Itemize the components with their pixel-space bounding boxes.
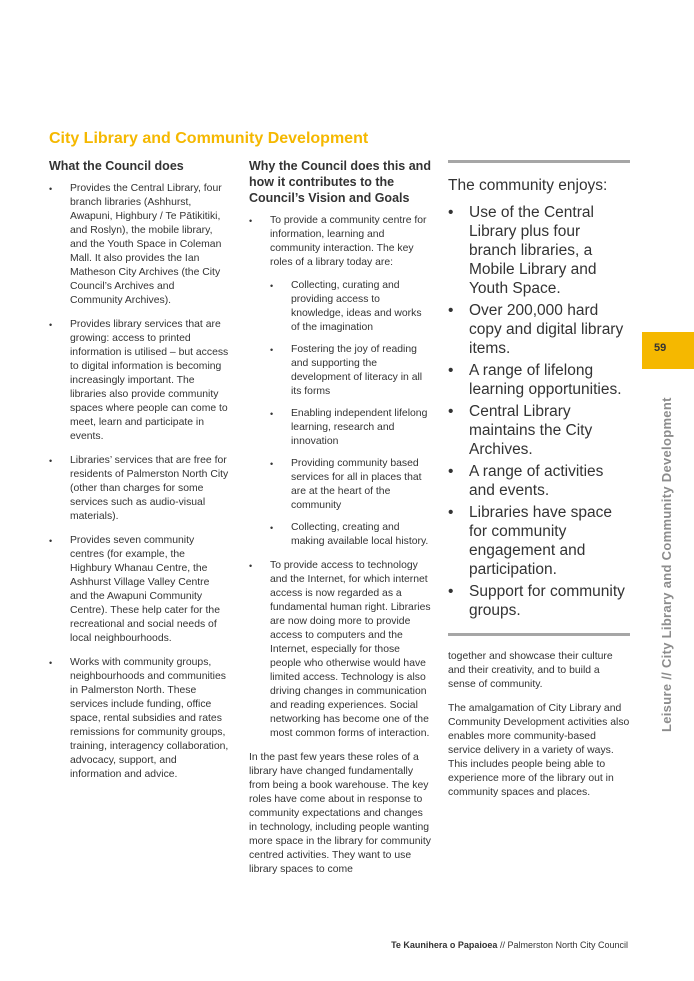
- list-item: • Provides seven community centres (for example, the Highbury Whanau Centre, the Ashhurst Village Valley Centre and the Awapuni Community Centre). These help cater for the recreational and social needs of local neighbourhoods.: [49, 534, 229, 646]
- side-section-label: Leisure // City Library and Community Development: [659, 397, 674, 732]
- list-item: • Provides library services that are growing: access to printed information is utilised – but access to digital information is becoming increasingly important. The libraries also provide community spaces where people can come to meet, learn and participate in events.: [49, 318, 229, 444]
- body-paragraph: together and showcase their culture and their creativity, and to build a sense of community.: [448, 651, 613, 690]
- column-what-council-does: [49, 158, 229, 792]
- list-item: • Libraries’ services that are free for residents of Palmerston North City (other than charges for some services such as audio-visual materials).: [49, 454, 229, 524]
- footer-org-english: Palmerston North City Council: [507, 940, 628, 950]
- callout-item: • A range of activities and events.: [448, 462, 630, 500]
- bullet-list: [49, 182, 229, 782]
- sub-list-item: • Fostering the joy of reading and supporting the development of literacy in all its forms: [270, 343, 431, 399]
- column-heading: What the Council does: [49, 159, 184, 173]
- sub-list-item: • Enabling independent lifelong learning, research and innovation: [270, 407, 431, 449]
- column-heading: Why the Council does this and how it contributes to the Council’s Vision and Goals: [249, 159, 431, 205]
- footer-separator: //: [497, 940, 508, 950]
- callout-item: • A range of lifelong learning opportunities.: [448, 361, 630, 399]
- list-item-text: To provide a community centre for information, learning and community interaction. The key roles of a library today are:: [270, 215, 427, 268]
- callout-box: [448, 160, 630, 636]
- callout-item: • Central Library maintains the City Archives.: [448, 402, 630, 459]
- list-item: [249, 214, 431, 549]
- section-title: City Library and Community Development: [49, 130, 369, 147]
- column-why-council-does-this: [249, 158, 431, 887]
- body-paragraph: In the past few years these roles of a library have changed fundamentally from being a book warehouse. The key roles have come about in response to community expectations and changes in technology, including people wanting more space in the library for community centred activities. They want to use library spaces to come: [249, 752, 431, 875]
- column-community-enjoys: [448, 158, 630, 810]
- callout-item: • Over 200,000 hard copy and digital library items.: [448, 301, 630, 358]
- list-item: • Provides the Central Library, four branch libraries (Ashhurst, Awapuni, Highbury / Te Pātikitiki, and Roslyn), the mobile library, and the Youth Space in Coleman Mall. It also provides the Ian Matheson City Archives (the City Council’s Archives and Community Archives).: [49, 182, 229, 308]
- callout-list: [448, 203, 630, 620]
- footer-org-maori: Te Kaunihera o Papaioea: [391, 940, 498, 950]
- callout-item: • Libraries have space for community engagement and participation.: [448, 503, 630, 579]
- sub-bullet-list: [270, 279, 431, 549]
- callout-title: The community enjoys:: [448, 177, 608, 194]
- list-item: • To provide access to technology and the Internet, for which internet access is now regarded as a fundamental human right. Libraries are now doing more to provide access to computers and the Internet, especially for those people who otherwise would have limited access. Technology is also driving changes in communication and reading experiences. Social networking has become one of the most common forms of interaction.: [249, 559, 431, 741]
- callout-item: • Use of the Central Library plus four branch libraries, a Mobile Library and Youth Space.: [448, 203, 630, 298]
- sub-list-item: • Collecting, creating and making available local history.: [270, 521, 431, 549]
- footer: [330, 940, 628, 950]
- callout-item: • Support for community groups.: [448, 582, 630, 620]
- sub-list-item: • Collecting, curating and providing access to knowledge, ideas and works of the imagination: [270, 279, 431, 335]
- body-paragraph: The amalgamation of City Library and Community Development activities also enables more community-based service delivery in a variety of ways. This includes people being able to experience more of the library out in community spaces and places.: [448, 703, 630, 798]
- list-item: • Works with community groups, neighbourhoods and communities in Palmerston North. These services include funding, office space, rental subsidies and rates remissions for community groups, training, interagency collaboration, advocacy, support, and information and advice.: [49, 656, 229, 782]
- page-number: 59: [654, 342, 667, 354]
- sub-list-item: • Providing community based services for all in places that are at the heart of the community: [270, 457, 431, 513]
- bullet-list: [249, 214, 431, 741]
- page-number-tab: [642, 332, 694, 369]
